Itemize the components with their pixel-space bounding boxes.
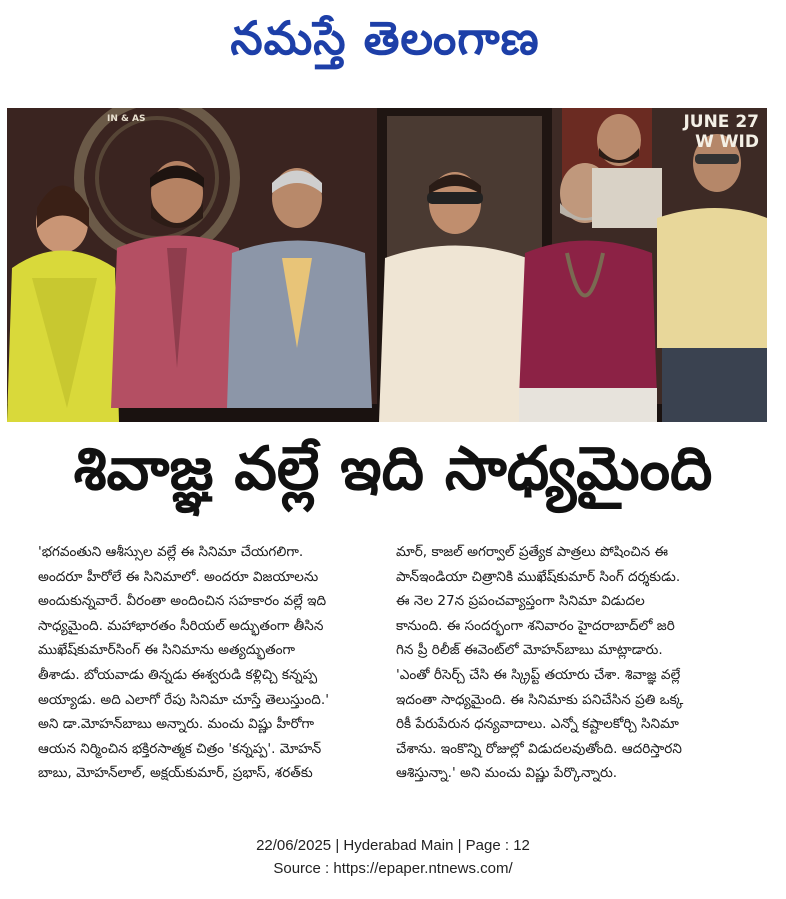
body-line: చేశాను. ఇంకొన్ని రోజుల్లో విడుదలవుతోంది. ఆదరిస్తారని (396, 740, 682, 757)
body-line: అయ్యాడు. అది ఎలాగో రేపు సినిమా చూస్తే తెలుస్తుంది.' (38, 691, 329, 708)
body-line: పాన్‌ఇండియా చిత్రానికి ముఖేష్‌కుమార్ సింగ్ దర్శకుడు. (396, 568, 681, 585)
footer-edition-info: 22/06/2025 | Hyderabad Main | Page : 12 (256, 837, 530, 854)
body-line: ఆశిస్తున్నా.' అని మంచు విష్ణు పేర్కొన్నారు. (396, 765, 618, 782)
body-line: కానుంది. ఈ సందర్భంగా శనివారం హైదరాబాద్‌లో జరి (396, 617, 675, 634)
article-column-right (396, 540, 754, 786)
article-headline: శివాజ్ఞ వల్లే ఇది సాధ్యమైంది (73, 434, 713, 504)
masthead (150, 8, 620, 80)
body-line: గిన ప్రీ రిలీజ్ ఈవెంట్‌లో మోహన్‌బాబు మాట్లాడారు. (396, 642, 663, 659)
event-photo-illustration (7, 108, 767, 422)
article-column-left (38, 540, 396, 786)
body-line: అందుకున్నవారే. వీరంతా అందించిన సహకారం వల్లే ఇది (38, 593, 327, 610)
poster-subtext: W WID (695, 132, 759, 152)
body-line: ముఖేష్‌కుమార్‌సింగ్ ఈ సినిమాను అత్యద్భుతంగా (38, 642, 296, 659)
body-line: 'ఎంతో రీసెర్చ్ చేసి ఈ స్క్రిప్ట్ తయారు చేశా. శివాజ్ఞ వల్లే (396, 666, 681, 683)
body-line: అందరూ హీరోలే ఈ సినిమాలో. అందరూ విజయాలను (38, 568, 319, 585)
body-line: ఇదంతా సాధ్యమైంది. ఈ సినిమాకు పనిచేసిన ప్రతి ఒక్క (396, 691, 684, 708)
body-line: సాధ్యమైంది. మహాభారతం సీరియల్ అద్భుతంగా తీసిన (38, 617, 324, 634)
event-photo (7, 108, 767, 422)
photo-banner-text: IN & AS (107, 114, 146, 124)
body-line: ఆయన నిర్మించిన భక్తిరసాత్మక చిత్రం 'కన్నప్ప'. మోహన్ (38, 740, 322, 757)
body-line: రికీ పేరుపేరున ధన్యవాదాలు. ఎన్నో కష్టాలకోర్చి సినిమా (396, 716, 679, 733)
body-line: బాబు, మోహన్‌లాల్, అక్షయ్‌కుమార్, ప్రభాస్, శరత్‌కు (38, 765, 313, 782)
body-line: తీశాడు. బోయవాడు తిన్నడు ఈశ్వరుడి కళ్లిచ్చి కన్నప్ప (38, 666, 318, 683)
body-line: 'భగవంతుని ఆశీస్సుల వల్లే ఈ సినిమా చేయగలిగా. (38, 544, 304, 560)
body-line: ఈ నెల 27న ప్రపంచవ్యాప్తంగా సినిమా విడుదల (396, 593, 645, 610)
footer-source: Source : https://epaper.ntnews.com/ (273, 860, 513, 877)
newspaper-title: నమస్తే తెలంగాణ (230, 11, 540, 65)
photo-poster-text (683, 112, 759, 152)
body-line: మార్, కాజల్ అగర్వాల్ ప్రత్యేక పాత్రలు పోషించిన ఈ (396, 544, 668, 560)
body-line: అని డా.మోహన్‌బాబు అన్నారు. మంచు విష్ణు హీరోగా (38, 716, 315, 733)
poster-date: JUNE 27 (683, 112, 759, 132)
headline (10, 430, 776, 522)
